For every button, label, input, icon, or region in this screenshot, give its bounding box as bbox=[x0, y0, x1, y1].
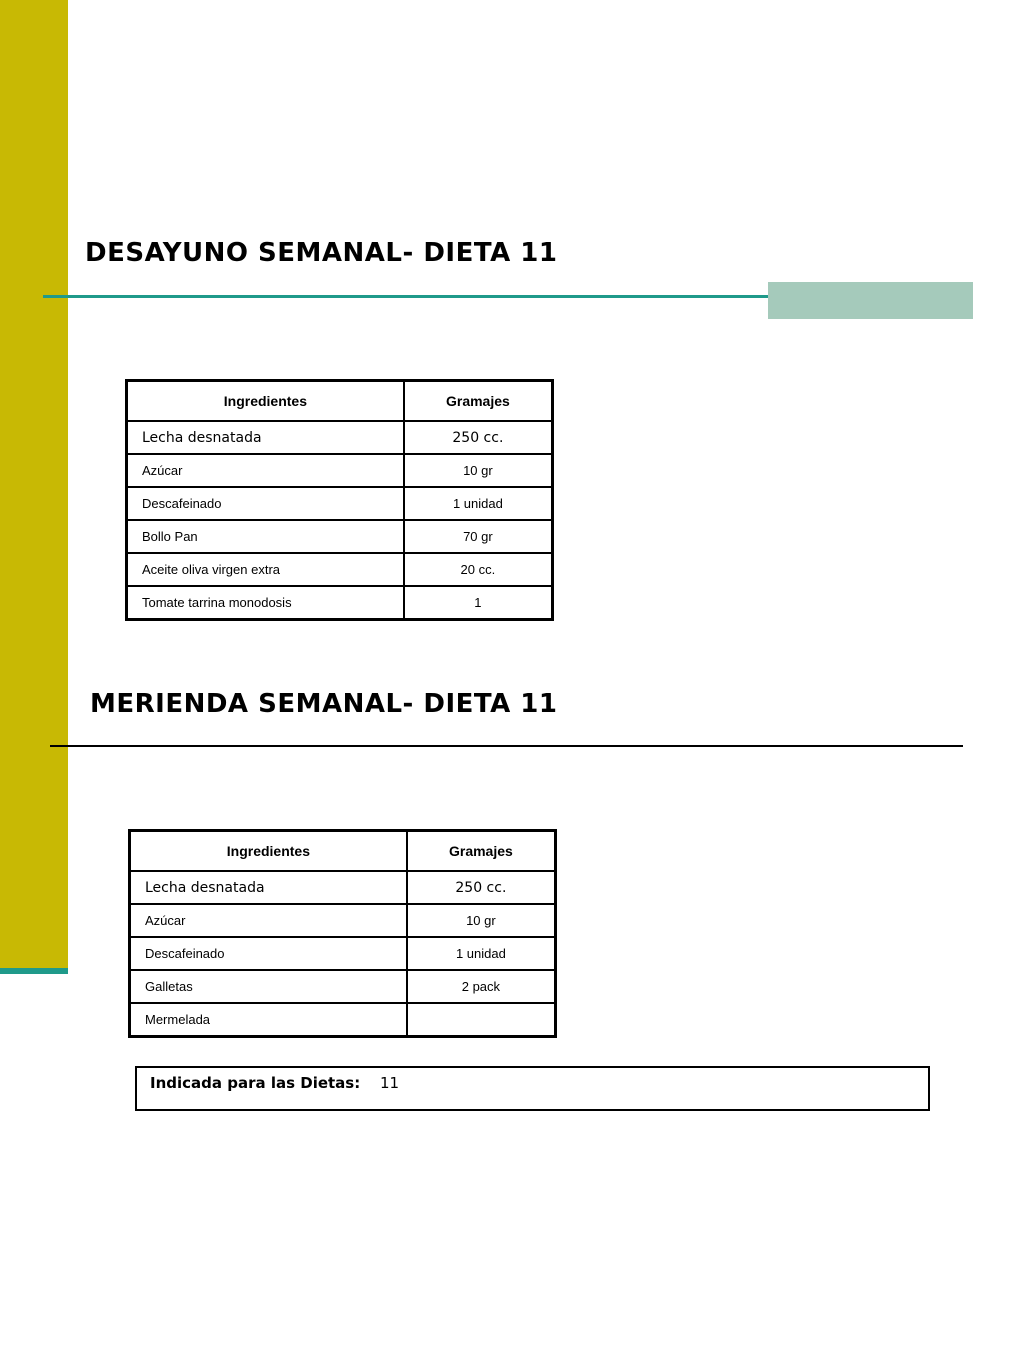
ingredient-cell: Bollo Pan bbox=[127, 520, 404, 553]
divider-accent-block bbox=[768, 282, 973, 319]
table-row bbox=[130, 871, 556, 904]
amount-cell: 250 cc. bbox=[404, 421, 553, 454]
snack-table bbox=[128, 829, 557, 1038]
column-header-amounts: Gramajes bbox=[404, 381, 553, 422]
amount-cell: 70 gr bbox=[404, 520, 553, 553]
ingredient-cell: Lecha desnatada bbox=[127, 421, 404, 454]
ingredient-cell: Tomate tarrina monodosis bbox=[127, 586, 404, 620]
section-divider bbox=[50, 745, 963, 747]
ingredient-cell: Aceite oliva virgen extra bbox=[127, 553, 404, 586]
ingredient-cell: Azúcar bbox=[130, 904, 407, 937]
amount-cell: 10 gr bbox=[404, 454, 553, 487]
ingredient-cell: Lecha desnatada bbox=[130, 871, 407, 904]
sidebar-accent-stripe bbox=[0, 968, 68, 974]
indicated-diets-label: Indicada para las Dietas: bbox=[150, 1074, 361, 1092]
column-header-ingredients: Ingredientes bbox=[130, 831, 407, 872]
table-header-row bbox=[130, 831, 556, 872]
snack-title: MERIENDA SEMANAL- DIETA 11 bbox=[90, 689, 558, 719]
amount-cell: 1 unidad bbox=[407, 937, 556, 970]
ingredient-cell: Mermelada bbox=[130, 1003, 407, 1037]
table-row bbox=[127, 586, 553, 620]
amount-cell: 1 bbox=[404, 586, 553, 620]
column-header-amounts: Gramajes bbox=[407, 831, 556, 872]
table-row bbox=[127, 520, 553, 553]
indicated-diets-box bbox=[135, 1066, 930, 1111]
breakfast-title: DESAYUNO SEMANAL- DIETA 11 bbox=[85, 238, 558, 268]
sidebar-decoration bbox=[0, 0, 68, 968]
ingredient-cell: Descafeinado bbox=[130, 937, 407, 970]
table-header-row bbox=[127, 381, 553, 422]
amount-cell bbox=[407, 1003, 556, 1037]
amount-cell: 250 cc. bbox=[407, 871, 556, 904]
breakfast-table bbox=[125, 379, 554, 621]
ingredient-cell: Descafeinado bbox=[127, 487, 404, 520]
amount-cell: 2 pack bbox=[407, 970, 556, 1003]
indicated-diets-value: 11 bbox=[380, 1074, 400, 1092]
table-row bbox=[130, 937, 556, 970]
amount-cell: 10 gr bbox=[407, 904, 556, 937]
table-row bbox=[127, 553, 553, 586]
table-row bbox=[130, 970, 556, 1003]
column-header-ingredients: Ingredientes bbox=[127, 381, 404, 422]
ingredient-cell: Azúcar bbox=[127, 454, 404, 487]
ingredient-cell: Galletas bbox=[130, 970, 407, 1003]
table-row bbox=[130, 904, 556, 937]
table-row bbox=[130, 1003, 556, 1037]
table-row bbox=[127, 487, 553, 520]
table-row bbox=[127, 454, 553, 487]
table-row bbox=[127, 421, 553, 454]
amount-cell: 20 cc. bbox=[404, 553, 553, 586]
amount-cell: 1 unidad bbox=[404, 487, 553, 520]
